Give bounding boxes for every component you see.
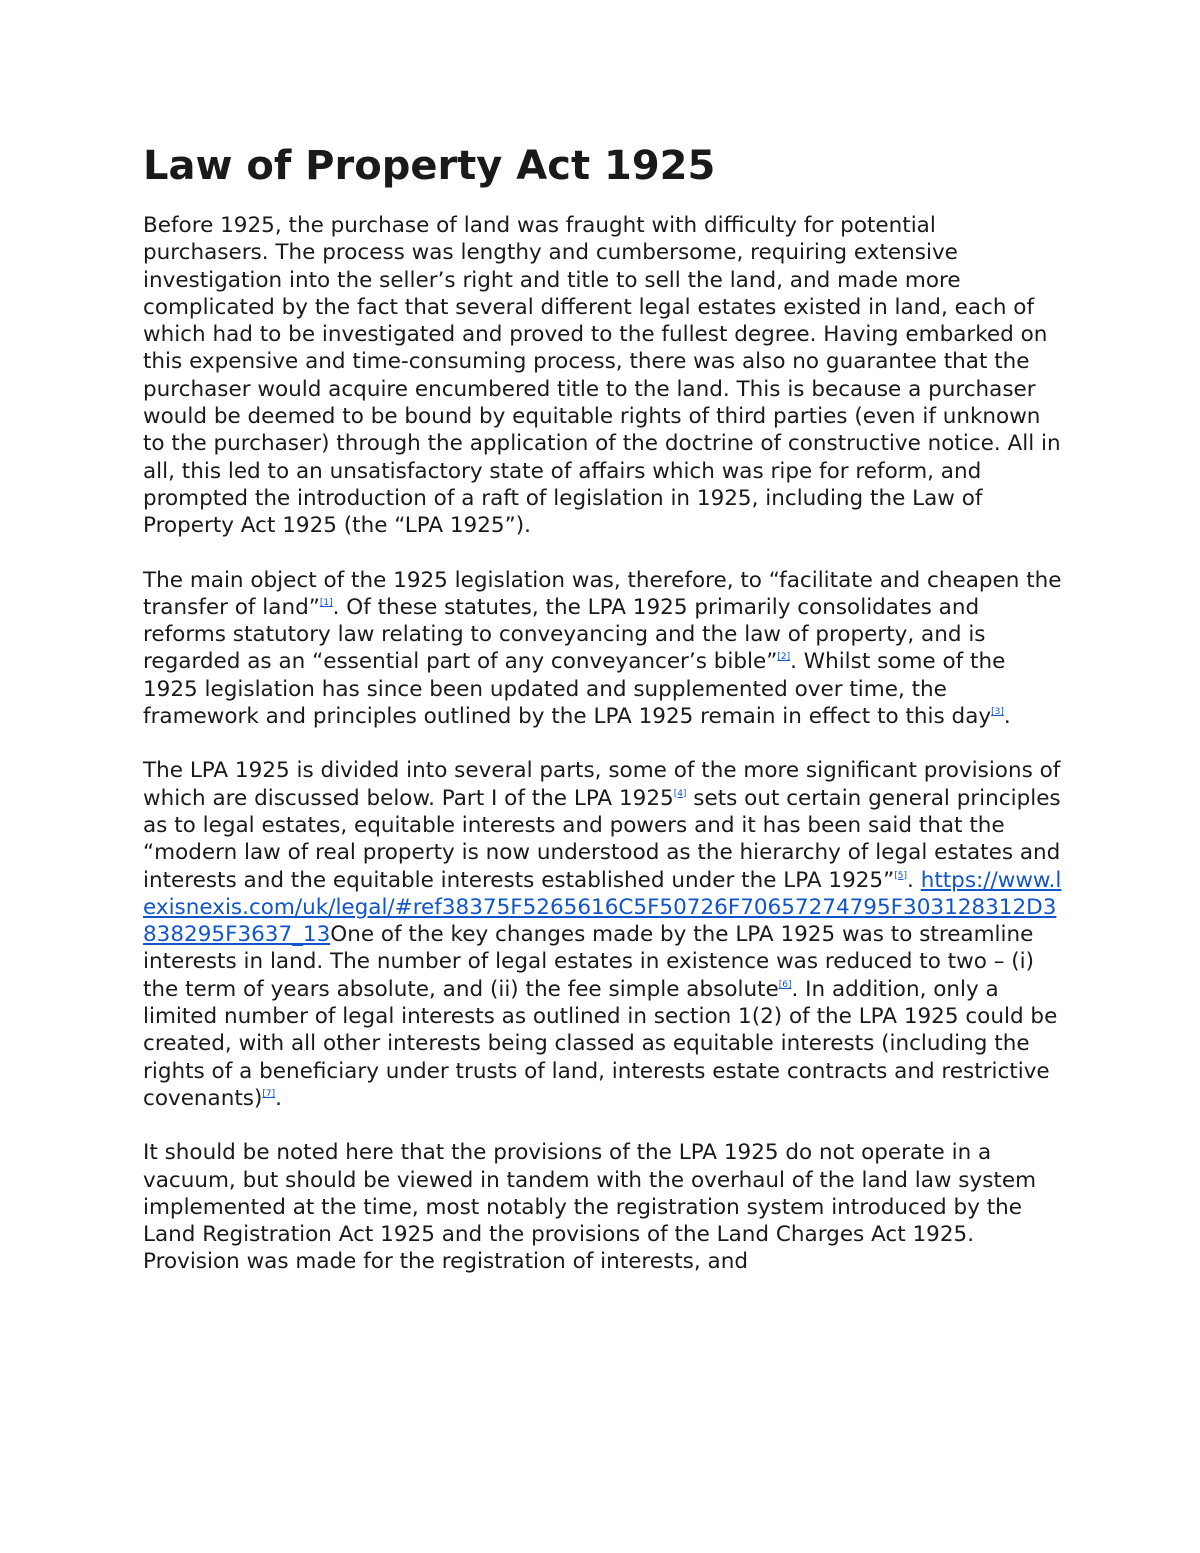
paragraph-4: It should be noted here that the provisions of the LPA 1925 do not operate in a vacuum, but should be viewed in tandem with the overhaul of the land law system implemented at the time, most notably the registration system introduced by the Land Registration Act 1925 and the provisions of the Land Charges Act 1925. Provision was made for the registration of interests, and: [143, 1140, 1037, 1275]
paragraph-3-text-5: . In addition, only a limited number of legal interests as outlined in section 1(2) of the LPA 1925 could be created, with all other interests being classed as equitable interests (including the rights of a beneficiary under trusts of land, interests estate contracts and restrictive covenants): [143, 976, 1058, 1111]
paragraph-3-text-2: sets out certain general principles as to legal estates, equitable interests and powers and it has been said that the “modern law of real property is now understood as the hierarchy of legal estates and interests and the equitable interests established under the LPA 1925”: [143, 785, 1061, 893]
footnote-link-3[interactable]: [3]: [991, 707, 1004, 718]
footnote-ref-7: [262, 1089, 275, 1099]
document-title: Law of Property Act 1925: [143, 143, 716, 189]
footnote-link-4[interactable]: [4]: [673, 788, 687, 799]
paragraph-3-text-1: The LPA 1925 is divided into several parts, some of the more significant provisions of which are discussed below. Part I of the LPA 1925: [143, 758, 1061, 811]
paragraph-2-text-4: .: [1003, 704, 1011, 730]
footnote-link-2[interactable]: [2]: [777, 652, 791, 663]
footnote-link-5[interactable]: [5]: [894, 870, 908, 881]
paragraph-1: Before 1925, the purchase of land was fraught with difficulty for potential purchasers. The process was lengthy and cumbersome, requiring extensive investigation into the seller’s right and title to sell the land, and made more complicated by the fact that several different legal estates existed in land, each of which had to be investigated and proved to the fullest degree. Having embarked on this expensive and time-consuming process, there was also no guarantee that the purchaser would acquire encumbered title to the land. This is because a purchaser would be deemed to be bound by equitable rights of third parties (even if unknown to the purchaser) through the application of the doctrine of constructive notice. All in all, this led to an unsatisfactory state of affairs which was ripe for reform, and prompted the introduction of a raft of legislation in 1925, including the Law of Property Act 1925 (the “LPA 1925”).: [143, 213, 1061, 539]
paragraph-2-text-1: The main object of the 1925 legislation was, therefore, to “facilitate and cheapen the transfer of land”: [143, 567, 1062, 620]
paragraph-2-text-3: . Whilst some of the 1925 legislation has since been updated and supplemented over time, the framework and principles outlined by the LPA 1925 remain in effect to this day: [143, 649, 1006, 730]
footnote-ref-6: [779, 980, 792, 990]
document-page: [143, 138, 1063, 1303]
footnote-ref-4: [674, 789, 687, 799]
footnote-link-6[interactable]: [6]: [778, 979, 792, 990]
footnote-ref-1: [320, 598, 333, 608]
paragraph-3: [143, 757, 1063, 1112]
paragraph-2: [143, 567, 1063, 731]
paragraph-3-text-4: One of the key changes made by the LPA 1925 was to streamline interests in land. The number of legal estates in existence was reduced to two – (i) the term of years absolute, and (ii) the fee simple absolute: [143, 922, 1035, 1002]
footnote-ref-2: [777, 652, 790, 662]
footnote-ref-5: [894, 871, 907, 881]
footnote-ref-3: [991, 707, 1004, 717]
paragraph-3-text-6: .: [275, 1085, 282, 1111]
lexisnexis-link[interactable]: https://www.lexisnexis.com/uk/legal/#ref38375F5265616C5F50726F70657274795F303128312D3838295F3637_13: [143, 867, 1062, 948]
footnote-link-7[interactable]: [7]: [262, 1088, 276, 1099]
paragraph-3-text-3: .: [907, 867, 921, 893]
footnote-link-1[interactable]: [1]: [319, 597, 333, 608]
paragraph-2-text-2: . Of these statutes, the LPA 1925 primarily consolidates and reforms statutory law relating to conveyancing and the law of property, and is regarded as an “essential part of any conveyancer’s bible”: [143, 594, 986, 675]
